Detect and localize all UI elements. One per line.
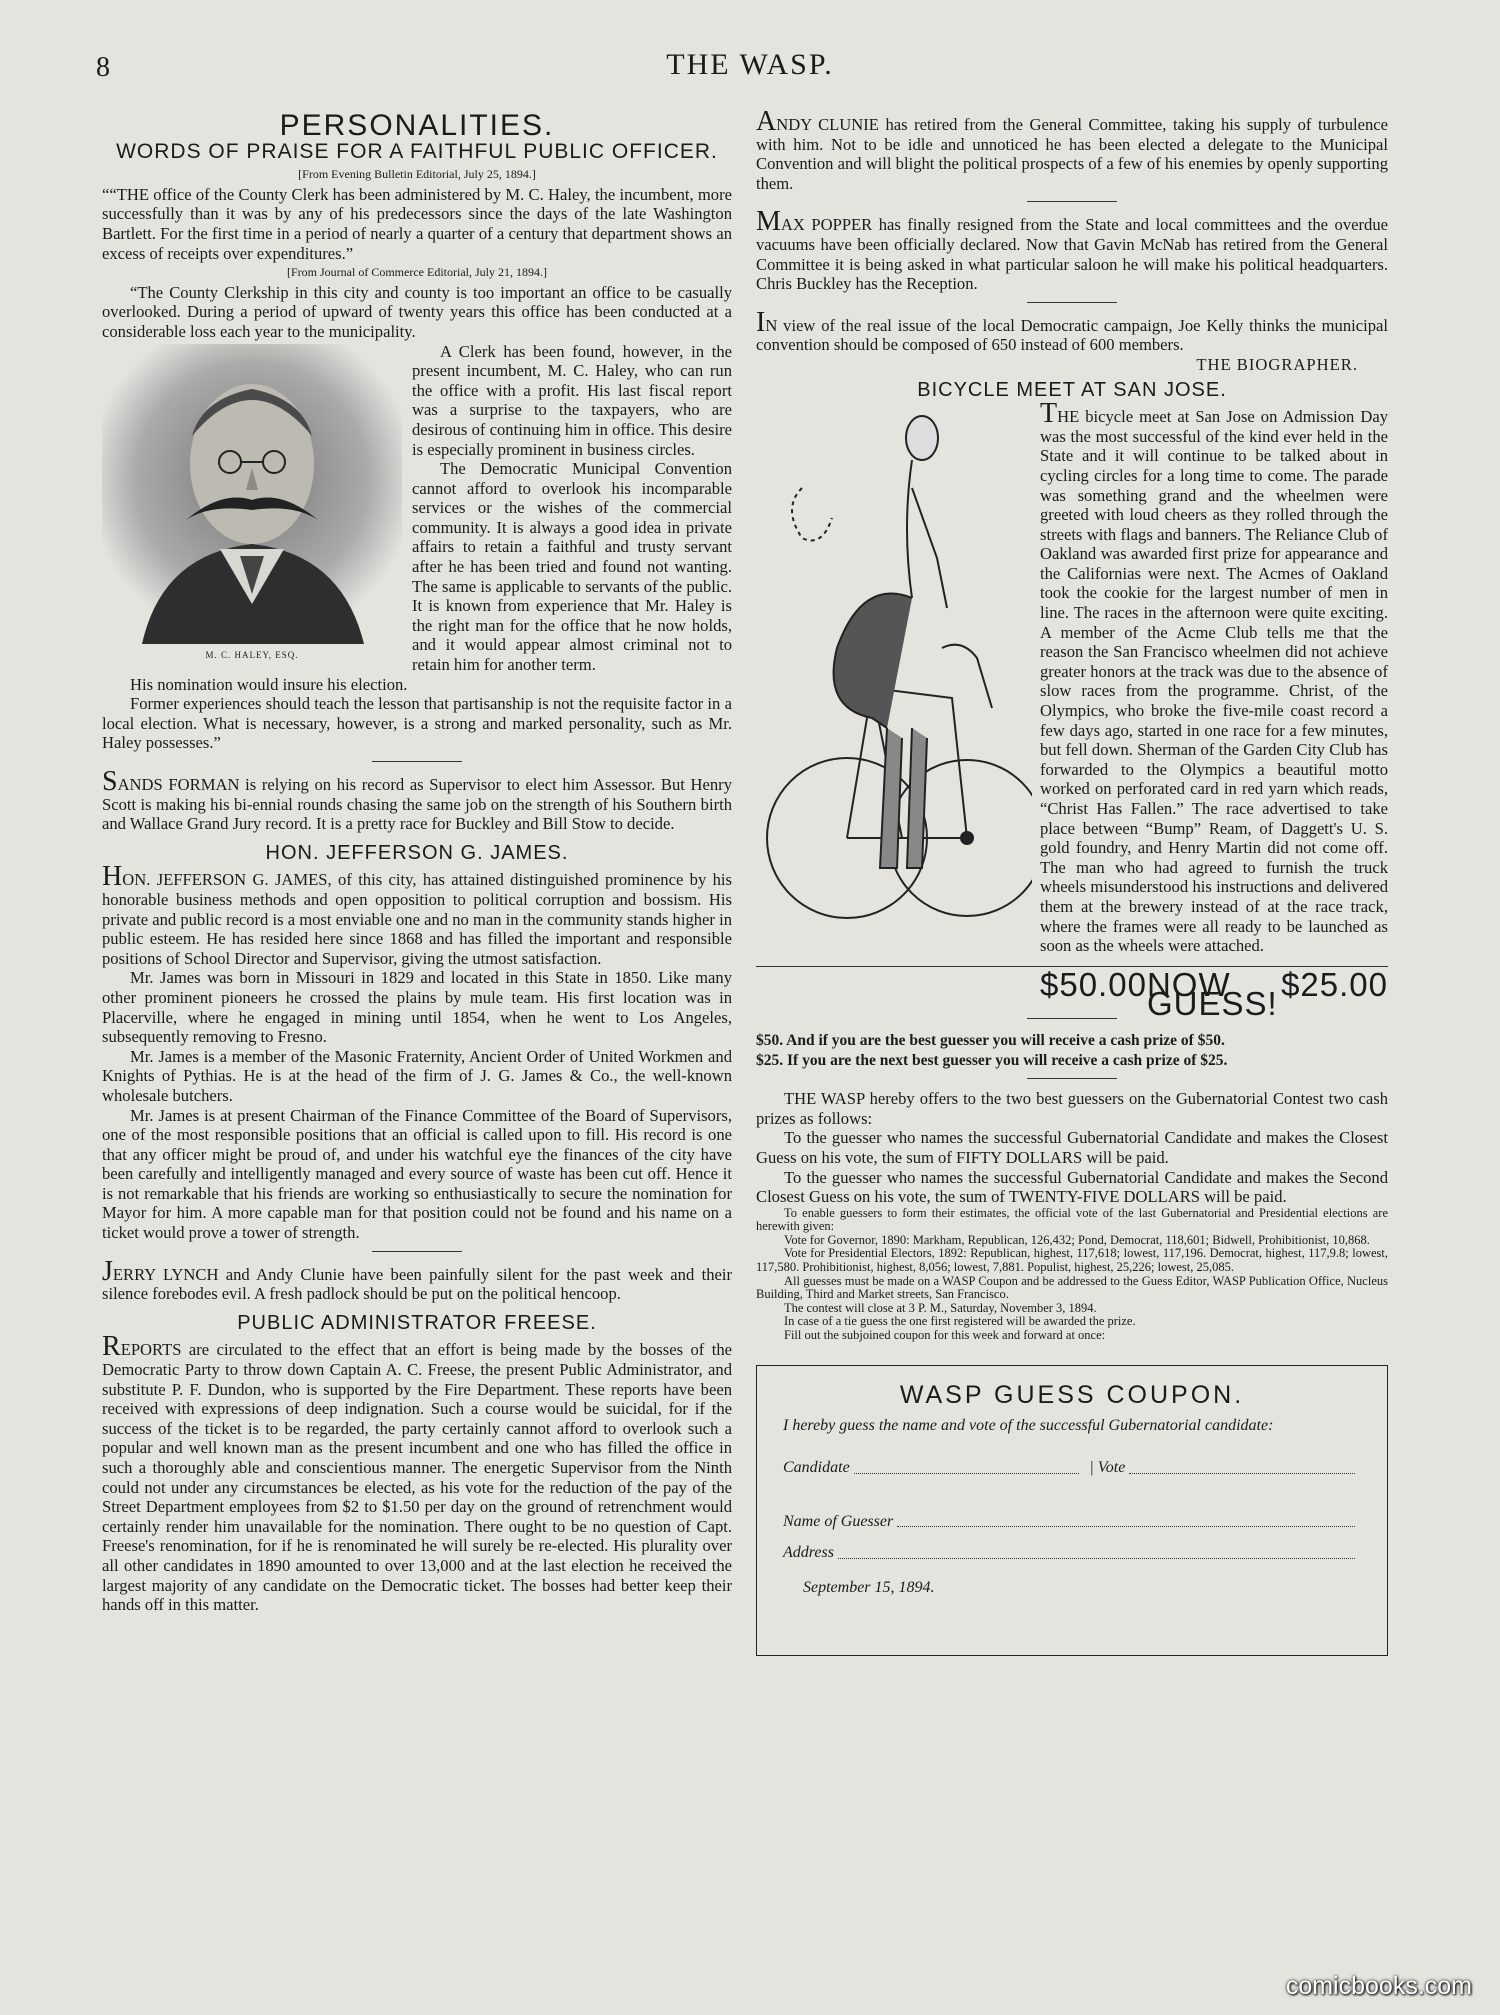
divider <box>1027 201 1117 202</box>
second-prize-line: $25. If you are the next best guesser you will receive a cash prize of $25. <box>756 1051 1228 1069</box>
fine-print-line: To enable guessers to form their estimates, the official vote of the last Gubernatorial and Presidential elections are herewith given: <box>756 1205 1388 1234</box>
guesser-label: Name of Guesser <box>783 1512 894 1530</box>
vote-field[interactable] <box>1129 1458 1355 1474</box>
coupon-date: September 15, 1894. <box>803 1579 935 1596</box>
divider <box>372 1251 462 1252</box>
haley-paragraph: The Democratic Municipal Convention cannot afford to overlook his incomparable services or the wishes of the commercial community. It is always a good idea in private affairs to retain a faithful and trusty servant after he has been tried and found not wanting. The same is applicable to servants of the public. It is known from experience that Mr. Haley is the right man for the office that he now holds, and it would appear almost criminal not to retain him for another term. <box>412 459 732 675</box>
fine-print-line: Vote for Governor, 1890: Markham, Republican, 126,432; Pond, Democrat, 118,601; Bidwell, Prohibitionist, 10,868. <box>784 1232 1370 1247</box>
clunie-paragraph: ANDY CLUNIE has retired from the General Committee, taking his supply of turbulence with him. Not to be idle and unnoticed he has been elected a delegate to the Municipal Convention and will blight the political prospects of a few of his enemies by openly supporting them. <box>756 106 1388 193</box>
freese-heading: PUBLIC ADMINISTRATOR FREESE. <box>237 1311 597 1334</box>
bicycle-illustration <box>762 408 1032 998</box>
field-separator: | <box>1089 1459 1094 1477</box>
james-paragraph: Mr. James is a member of the Masonic Fraternity, Ancient Order of United Workmen and Knights of Pythias. He is at the head of the firm of J. G. James & Co., the well-known wholesale butchers. <box>102 1046 732 1105</box>
divider <box>1027 1018 1117 1019</box>
price-first: $50.00 <box>1040 965 1147 1003</box>
freese-paragraph: REPORTS are circulated to the effect that an effort is being made by the bosses of the Democratic Party to throw down Captain A. C. Freese, the present Public Administrator, and substitute P. F. Dundon, who is supported by the Fire Department. These reports have been received with expressions of deep indignation. Such a course would be suicidal, for if the success of the ticket is to be regarded, the party certainly cannot afford to overlook such a popular and well known man as the present incumbent and one who has filled the office in such a thoroughly able and conscientious manner. The energetic Supervisor from the Ninth could not under any circumstances be elected, as his vote for the reduction of the pay of the Street Department employees from $2 to $1.50 per day on the ground of retrenchment would certainly render him unavailable for the nomination. There ought to be no question of Capt. Freese's renomination, for if he is renominated he will surely be re-elected. His plurality over all other candidates in 1890 amounted to over 13,000 and at the last election he received the largest majority of any candidate on the Democratic ticket. The bosses had better keep their hands off in this matter. <box>102 1331 732 1615</box>
james-heading: HON. JEFFERSON G. JAMES. <box>265 841 569 864</box>
address-label: Address <box>783 1544 834 1562</box>
coupon-intro: I hereby guess the name and vote of the successful Gubernatorial candidate: <box>783 1417 1274 1435</box>
bicycle-paragraph: THE bicycle meet at San Jose on Admission Day was the most successful of the kind ever held in the State and it will continue to be talked about in cycling circles for a long time to come. The parade was something grand and the wheelmen were greeted with loud cheers as they rolled through the streets with flags and banners. The Reliance Club of Oakland was awarded first prize for appearance and the Californias were next. The Acmes of Oakland took the cookie for the largest number of men in line. The races in the afternoon were quite exciting. A member of the Acme Club tells me that the reason the San Francisco wheelmen did not achieve greater honors at the track was due to the absence of slow races from the programme. Christ, of the Olympics, who broke the five-mile coast record a few days ago, started in one race for a few minutes, but fell down. Sherman of the Garden City Club has forwarded to the Olympics a beautiful motto worked on perforated card in red yarn which reads, “Christ Has Fallen.” The race advertised to take place between “Bump” Ream, of Daggett's U. S. gold foundry, and Henry Martin did not come off. The man who had agreed to furnish the truck wheels misunderstood his instructions and delivered them at the brewery instead of at the race track, where the frames were all ready to be launched as soon as the wheels were attached. <box>1040 398 1388 956</box>
contest-banner <box>1040 965 1388 1023</box>
fine-print-line: The contest will close at 3 P. M., Saturday, November 3, 1894. <box>784 1300 1097 1315</box>
sands-paragraph: SANDS FORMAN is relying on his record as Supervisor to elect him Assessor. But Henry Scott is making his bi-ennial rounds chasing the same job on the strength of his Southern birth and Wallace Grand Jury record. It is a pretty race for Buckley and Bill Stow to decide. <box>102 766 732 834</box>
masthead: THE WASP. <box>666 48 834 81</box>
haley-quote-2: “The County Clerkship in this city and county is too important an office to be casually overlooked. During a period of upward of twenty years this office has been conducted at a considerable loss each year to the municipality. <box>102 282 732 341</box>
first-prize-line: $50. And if you are the best guesser you will receive a cash prize of $50. <box>756 1031 1225 1049</box>
contest-second: To the guesser who names the successful Gubernatorial Candidate and makes the Second Closest Guess on his vote, the sum of TWENTY-FIVE DOLLARS will be paid. <box>756 1167 1388 1207</box>
contest-first: To the guesser who names the successful Gubernatorial Candidate and makes the Closest Guess on his vote, the sum of FIFTY DOLLARS will be paid. <box>756 1128 1388 1167</box>
fine-print-line: All guesses must be made on a WASP Coupon and be addressed to the Guess Editor, WASP Publication Office, Nucleus Building, Third and Market streets, San Francisco. <box>756 1273 1388 1302</box>
haley-quote-1: ““THE office of the County Clerk has been administered by M. C. Haley, the incumbent, more successfully than it was by any of his predecessors since the days of the late Washington Bartlett. For the first time in a period of nearly a quarter of a century that department shows an excess of receipts over expenditures.” <box>102 184 732 263</box>
divider <box>1027 1078 1117 1079</box>
haley-paragraph: Former experiences should teach the lesson that partisanship is not the requisite factor in a local election. What is necessary, however, is a strong and marked personality, such as Mr. Haley possesses.” <box>102 694 732 753</box>
popper-paragraph: MAX POPPER has finally resigned from the State and local committees and the overdue vacuums have been officially declared. Now that Gavin McNab has retired from the General Committee it is being asked in what particular saloon he will make his political headquarters. Chris Buckley has the Reception. <box>756 206 1388 294</box>
source-line: [From Journal of Commerce Editorial, July 21, 1894.] <box>287 265 547 280</box>
contest-fine-print <box>756 1207 1388 1343</box>
view-paragraph: IN view of the real issue of the local Democratic campaign, Joe Kelly thinks the municipal convention should be composed of 650 instead of 600 members. <box>756 306 1388 355</box>
james-paragraph: Mr. James was born in Missouri in 1829 and located in this State in 1850. Like many other prominent pioneers he crossed the plains by mule team. His first location was in Placerville, where he engaged in mining until 1854, when he went to Los Angeles, subsequently removing to Fresno. <box>102 968 732 1047</box>
byline: THE BIOGRAPHER. <box>1196 354 1358 374</box>
fine-print-line: Vote for Presidential Electors, 1892: Republican, highest, 117,618; lowest, 117,196. Democrat, highest, 117,9.8; lowest, 117,580. Prohibitionist, highest, 8,056; lowest, 7,881. Populist, highest, 25,226; lowest, 25,085. <box>756 1246 1388 1275</box>
james-paragraph: HON. JEFFERSON G. JAMES, of this city, has attained distinguished prominence by his honorable business methods and open opposition to political corruption and bossism. His private and public record is a most enviable one and no man in the community stands higher in public esteem. He has resided here since 1868 and has filled the important and responsible positions of School Director and Supervisor, giving the utmost satisfaction. <box>102 861 732 968</box>
haley-paragraph: His nomination would insure his election. <box>130 674 408 694</box>
contest-offer: THE WASP hereby offers to the two best guessers on the Gubernatorial Contest two cash prizes as follows: <box>756 1089 1388 1128</box>
divider <box>1027 302 1117 303</box>
vote-label: Vote <box>1097 1459 1126 1477</box>
guess-coupon[interactable] <box>756 1365 1388 1656</box>
source-line: [From Evening Bulletin Editorial, July 25, 1894.] <box>298 167 536 182</box>
bicycle-heading: BICYCLE MEET AT SAN JOSE. <box>917 378 1227 401</box>
page-number: 8 <box>96 52 110 83</box>
haley-heading: WORDS OF PRAISE FOR A FAITHFUL PUBLIC OFFICER. <box>116 139 718 163</box>
portrait-caption: M. C. HALEY, ESQ. <box>205 649 299 660</box>
haley-portrait <box>102 344 402 664</box>
contest-headline: NOW GUESS! <box>1146 965 1278 1023</box>
coupon-title: WASP GUESS COUPON. <box>899 1380 1245 1409</box>
haley-paragraph: A Clerk has been found, however, in the present incumbent, M. C. Haley, who can run the office with a profit. His last fiscal report was a surprise to the taxpayers, who are desirous of continuing him in office. This desire is especially prominent in business circles. <box>412 341 732 459</box>
guesser-row <box>783 1512 1361 1532</box>
guesser-field[interactable] <box>897 1512 1355 1528</box>
fine-print-line: In case of a tie guess the one first registered will be awarded the prize. <box>784 1314 1136 1329</box>
candidate-vote-row <box>783 1458 1361 1478</box>
lynch-paragraph: JERRY LYNCH and Andy Clunie have been painfully silent for the past week and their silence forebodes evil. A fresh padlock should be put on the political hencoop. <box>102 1255 732 1304</box>
price-second: $25.00 <box>1281 965 1388 1003</box>
fine-print-line: Fill out the subjoined coupon for this week and forward at once: <box>784 1328 1106 1343</box>
candidate-label: Candidate <box>783 1459 850 1477</box>
address-row <box>783 1543 1361 1563</box>
address-field[interactable] <box>838 1543 1355 1559</box>
section-title: PERSONALITIES. <box>279 109 555 142</box>
divider <box>372 761 462 762</box>
james-paragraph: Mr. James is at present Chairman of the Finance Committee of the Board of Supervisors, one of the most responsible positions that an official is called upon to fill. His record is one that any officer might be proud of, and under his watchful eye the finances of the city have been carefully and intelligently managed and every source of waste has been cut off. Hence it is not remarkable that his friends are working so enthusiastically to secure the nomination for Mayor for him. A more capable man for that position could not be found and his name on a ticket would prove a tower of strength. <box>102 1105 732 1243</box>
watermark: comicbooks.com <box>1285 1972 1472 2000</box>
right-column <box>756 106 1388 1656</box>
left-column <box>102 109 732 1615</box>
candidate-field[interactable] <box>854 1458 1080 1474</box>
